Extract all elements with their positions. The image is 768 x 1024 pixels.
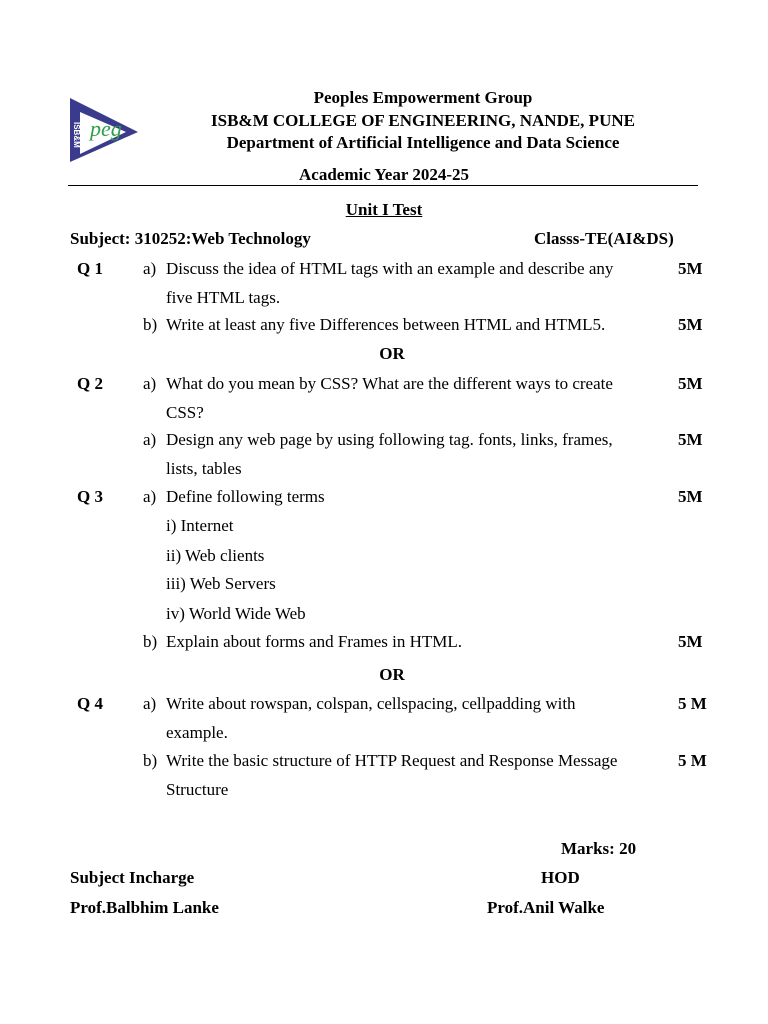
- q3a-item: i) Internet: [166, 516, 234, 535]
- q4a-text-cont: example.: [166, 723, 228, 742]
- q4a-letter: a): [143, 694, 157, 713]
- q3b-text: Explain about forms and Frames in HTML.: [166, 632, 463, 651]
- department-name: Department of Artificial Intelligence and Data Science: [226, 133, 620, 152]
- total-marks: Marks: 20: [561, 839, 637, 858]
- header-divider: [68, 185, 698, 186]
- q1b-letter: b): [143, 315, 158, 334]
- q1a-text: Discuss the idea of HTML tags with an example and describe any: [166, 259, 614, 278]
- q1b-marks: 5M: [678, 315, 703, 334]
- q1b-text: Write at least any five Differences between HTML and HTML5.: [166, 315, 606, 334]
- q1a-text-cont: five HTML tags.: [166, 288, 281, 307]
- q3b-letter: b): [143, 632, 158, 651]
- hod-title: HOD: [541, 868, 580, 887]
- hod-name: Prof.Anil Walke: [487, 898, 605, 917]
- q3a-item: ii) Web clients: [166, 546, 265, 565]
- q4b-marks: 5 M: [678, 751, 707, 770]
- class-line: Classs-TE(AI&DS): [534, 229, 674, 248]
- q2-label: Q 2: [77, 374, 103, 393]
- q3a-letter: a): [143, 487, 157, 506]
- q3a-item: iv) World Wide Web: [166, 604, 306, 623]
- q1-label: Q 1: [77, 259, 103, 278]
- q1a-letter: a): [143, 259, 157, 278]
- q2a-text-cont: CSS?: [166, 403, 204, 422]
- q3b-marks: 5M: [678, 632, 703, 651]
- q2b-text: Design any web page by using following tag. fonts, links, frames,: [166, 430, 613, 449]
- q3-label: Q 3: [77, 487, 103, 506]
- q4-label: Q 4: [77, 694, 103, 713]
- academic-year: Academic Year 2024-25: [299, 165, 469, 184]
- logo-text: ISB&M: [72, 122, 81, 148]
- college-name: ISB&M COLLEGE OF ENGINEERING, NANDE, PUNE: [211, 111, 635, 130]
- q2b-letter: a): [143, 430, 157, 449]
- incharge-title: Subject Incharge: [70, 868, 195, 887]
- q3a-text: Define following terms: [166, 487, 325, 506]
- q2a-marks: 5M: [678, 374, 703, 393]
- q3a-marks: 5M: [678, 487, 703, 506]
- logo-letters: peg: [90, 116, 122, 141]
- q2b-text-cont: lists, tables: [166, 459, 242, 478]
- subject-line: Subject: 310252:Web Technology: [70, 229, 311, 248]
- q2a-text: What do you mean by CSS? What are the different ways to create: [166, 374, 613, 393]
- q1a-marks: 5M: [678, 259, 703, 278]
- q2b-marks: 5M: [678, 430, 703, 449]
- q4a-text: Write about rowspan, colspan, cellspacing, cellpadding with: [166, 694, 576, 713]
- incharge-name: Prof.Balbhim Lanke: [70, 898, 219, 917]
- q4a-marks: 5 M: [678, 694, 707, 713]
- q4b-text-cont: Structure: [166, 780, 229, 799]
- college-logo: [68, 92, 140, 164]
- test-title: Unit I Test: [345, 200, 423, 219]
- q2a-letter: a): [143, 374, 157, 393]
- or-separator-2: OR: [379, 665, 405, 684]
- q4b-text: Write the basic structure of HTTP Request and Response Message: [166, 751, 618, 770]
- or-separator-1: OR: [379, 344, 405, 363]
- group-name: Peoples Empowerment Group: [313, 88, 533, 107]
- q4b-letter: b): [143, 751, 158, 770]
- q3a-item: iii) Web Servers: [166, 574, 276, 593]
